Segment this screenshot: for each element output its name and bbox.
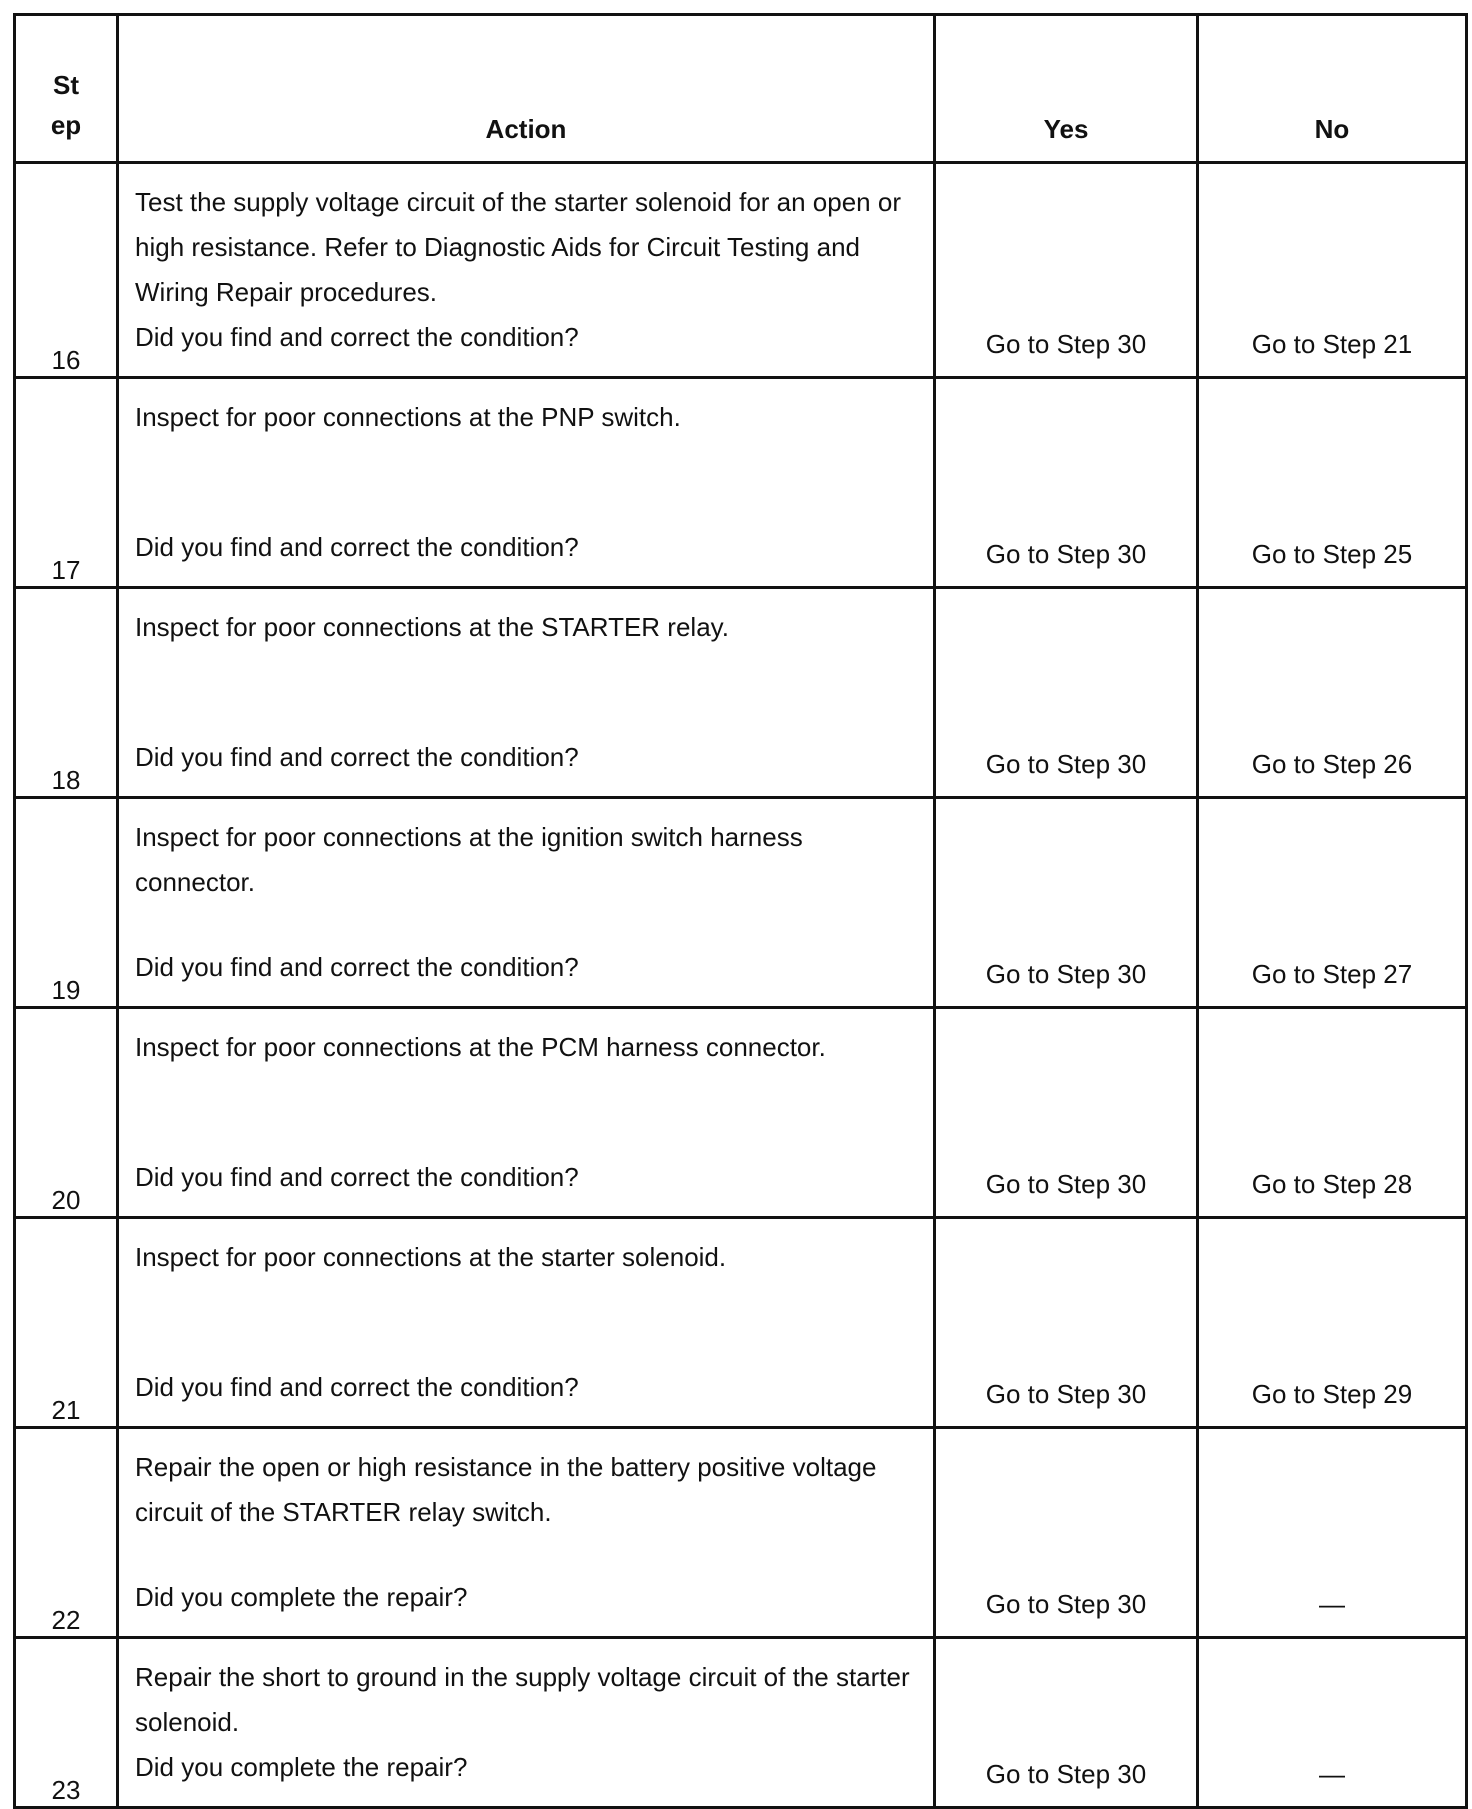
- diagnostic-table: [13, 13, 1468, 1809]
- action-content: [135, 379, 917, 586]
- step-number: 17: [15, 378, 118, 588]
- no-result: —: [1198, 1428, 1467, 1638]
- action-question: Did you complete the repair?: [135, 1582, 468, 1612]
- action-cell: [118, 1008, 935, 1218]
- table-row: [15, 163, 1467, 378]
- step-number: 20: [15, 1008, 118, 1218]
- step-number: 19: [15, 798, 118, 1008]
- action-question: Did you find and correct the condition?: [135, 322, 579, 352]
- no-result: Go to Step 26: [1198, 588, 1467, 798]
- action-cell: [118, 798, 935, 1008]
- no-result: —: [1198, 1638, 1467, 1808]
- table-row: [15, 1428, 1467, 1638]
- action-question: Did you find and correct the condition?: [135, 1372, 579, 1402]
- action-question: Did you find and correct the condition?: [135, 1162, 579, 1192]
- table-row: [15, 1638, 1467, 1808]
- table-row: [15, 1218, 1467, 1428]
- no-result: Go to Step 29: [1198, 1218, 1467, 1428]
- header-no: No: [1198, 15, 1467, 163]
- yes-result: Go to Step 30: [935, 163, 1198, 378]
- header-row: [15, 15, 1467, 163]
- table-header: [15, 15, 1467, 163]
- action-instruction: Inspect for poor connections at the PNP switch.: [135, 402, 681, 432]
- step-number: 16: [15, 163, 118, 378]
- action-instruction: Inspect for poor connections at the STARTER relay.: [135, 612, 729, 642]
- yes-result: Go to Step 30: [935, 588, 1198, 798]
- action-content: [135, 1429, 917, 1636]
- table-row: [15, 1008, 1467, 1218]
- yes-result: Go to Step 30: [935, 378, 1198, 588]
- action-question: Did you find and correct the condition?: [135, 742, 579, 772]
- yes-result: Go to Step 30: [935, 1638, 1198, 1808]
- table-row: [15, 378, 1467, 588]
- step-number: 18: [15, 588, 118, 798]
- step-number: 21: [15, 1218, 118, 1428]
- action-content: [135, 589, 917, 796]
- action-cell: [118, 1638, 935, 1808]
- action-content: [135, 1639, 917, 1806]
- action-cell: [118, 378, 935, 588]
- action-content: [135, 164, 917, 376]
- action-instruction: Inspect for poor connections at the PCM harness connector.: [135, 1032, 826, 1062]
- action-instruction: Test the supply voltage circuit of the starter solenoid for an open or high resistance. Refer to Diagnostic Aids for Circuit Testing and Wiring Repair procedures.: [135, 187, 901, 307]
- header-step: [15, 15, 118, 163]
- action-instruction: Repair the short to ground in the supply voltage circuit of the starter solenoid.: [135, 1662, 910, 1737]
- action-question: Did you find and correct the condition?: [135, 532, 579, 562]
- yes-result: Go to Step 30: [935, 1218, 1198, 1428]
- action-instruction: Inspect for poor connections at the starter solenoid.: [135, 1242, 727, 1272]
- header-step-line2: ep: [50, 110, 82, 140]
- no-result: Go to Step 25: [1198, 378, 1467, 588]
- header-yes: Yes: [935, 15, 1198, 163]
- action-content: [135, 1009, 917, 1216]
- table-row: [15, 588, 1467, 798]
- header-action: Action: [118, 15, 935, 163]
- no-result: Go to Step 27: [1198, 798, 1467, 1008]
- table-body: [15, 163, 1467, 1808]
- action-instruction: Repair the open or high resistance in the battery positive voltage circuit of the STARTER relay switch.: [135, 1452, 877, 1527]
- header-step-line1: St: [53, 70, 79, 100]
- yes-result: Go to Step 30: [935, 1008, 1198, 1218]
- action-question: Did you find and correct the condition?: [135, 952, 579, 982]
- action-cell: [118, 588, 935, 798]
- no-result: Go to Step 28: [1198, 1008, 1467, 1218]
- yes-result: Go to Step 30: [935, 1428, 1198, 1638]
- yes-result: Go to Step 30: [935, 798, 1198, 1008]
- no-result: Go to Step 21: [1198, 163, 1467, 378]
- action-content: [135, 1219, 917, 1426]
- action-question: Did you complete the repair?: [135, 1752, 468, 1782]
- action-cell: [118, 1218, 935, 1428]
- action-instruction: Inspect for poor connections at the ignition switch harness connector.: [135, 822, 803, 897]
- action-cell: [118, 1428, 935, 1638]
- step-number: 22: [15, 1428, 118, 1638]
- action-content: [135, 799, 917, 1006]
- action-cell: [118, 163, 935, 378]
- table-row: [15, 798, 1467, 1008]
- step-number: 23: [15, 1638, 118, 1808]
